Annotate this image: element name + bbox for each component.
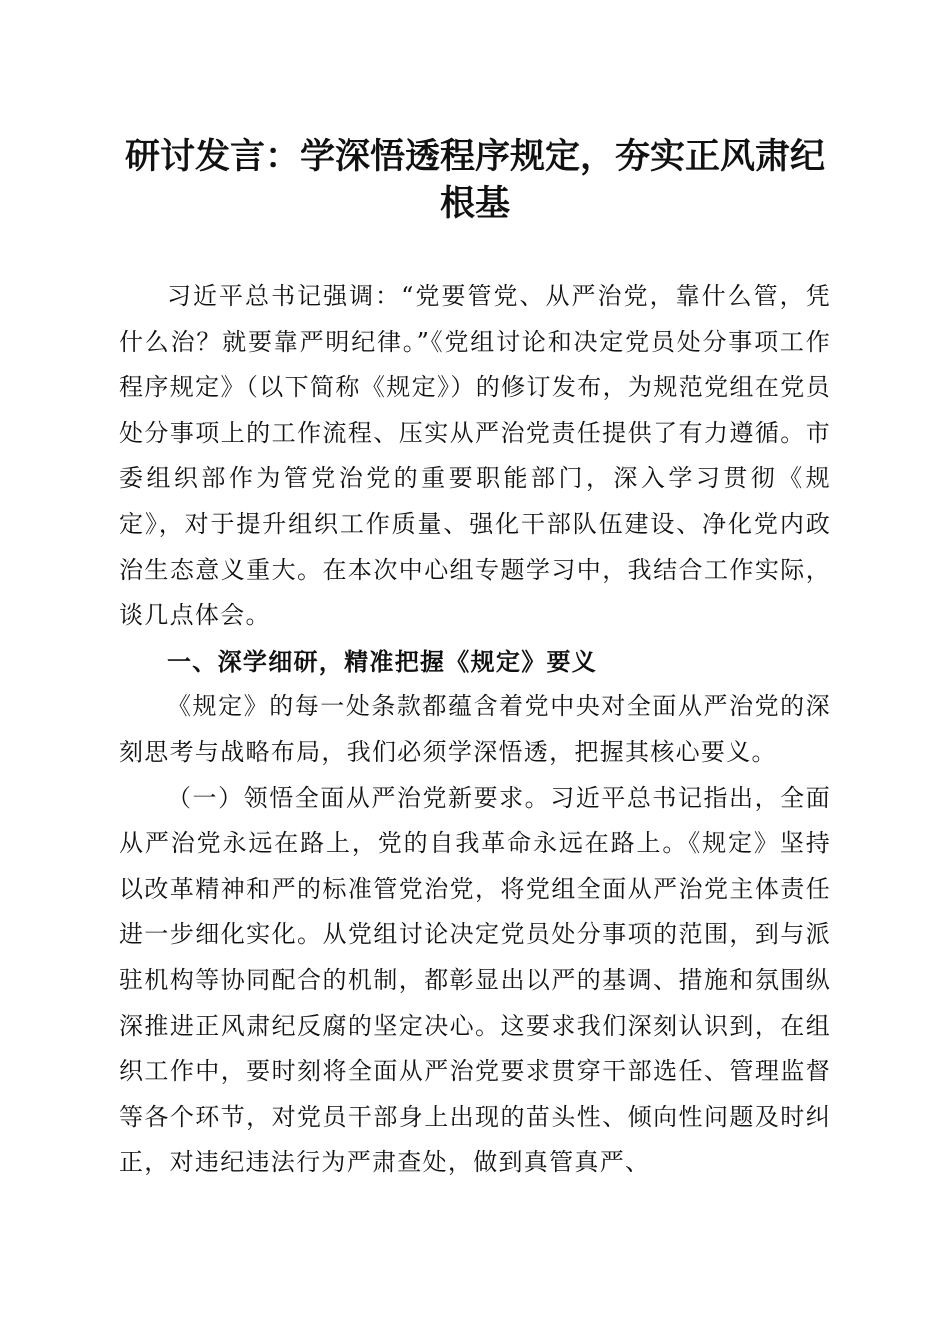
subsection-1-label: （一）领悟全面从严治党新要求。 bbox=[167, 783, 551, 812]
document-body bbox=[119, 274, 831, 1186]
section-heading-1: 一、深学细研，精准把握《规定》要义 bbox=[167, 646, 598, 676]
title-line-2: 根基 bbox=[439, 183, 510, 224]
intro-paragraph: 习近平总书记强调：“党要管党、从严治党，靠什么管，凭什么治？就要靠严明纪律。”《党组讨论和决定党员处分事项工作程序规定》（以下简称《规定》）的修订发布，为规范党组在党员处分事项上的工作流程、压实从严治党责任提供了有力遵循。市委组织部作为管党治党的重要职能部门，深入学习贯彻《规定》，对于提升组织工作质量、强化干部队伍建设、净化党内政治生态意义重大。在本次中心组专题学习中，我结合工作实际，谈几点体会。 bbox=[119, 282, 831, 630]
document-title bbox=[110, 133, 840, 227]
title-line-1: 研讨发言：学深悟透程序规定，夯实正风肃纪 bbox=[124, 136, 825, 177]
section-1-paragraph: 《规定》的每一处条款都蕴含着党中央对全面从严治党的深刻思考与战略布局，我们必须学深悟透，把握其核心要义。 bbox=[119, 692, 831, 766]
subsection-1-text: 习近平总书记指出，全面从严治党永远在路上，党的自我革命永远在路上。《规定》坚持以改革精神和严的标准管党治党，将党组全面从严治党主体责任进一步细化实化。从党组讨论决定党员处分事项的范围，到与派驻机构等协同配合的机制，都彰显出以严的基调、措施和氛围纵深推进正风肃纪反腐的坚定决心。这要求我们深刻认识到，在组织工作中，要时刻将全面从严治党要求贯穿干部选任、管理监督等各个环节，对党员干部身上出现的苗头性、倾向性问题及时纠正，对违纪违法行为严肃查处，做到真管真严、 bbox=[119, 783, 831, 1177]
subsection-1-paragraph bbox=[119, 776, 831, 1186]
